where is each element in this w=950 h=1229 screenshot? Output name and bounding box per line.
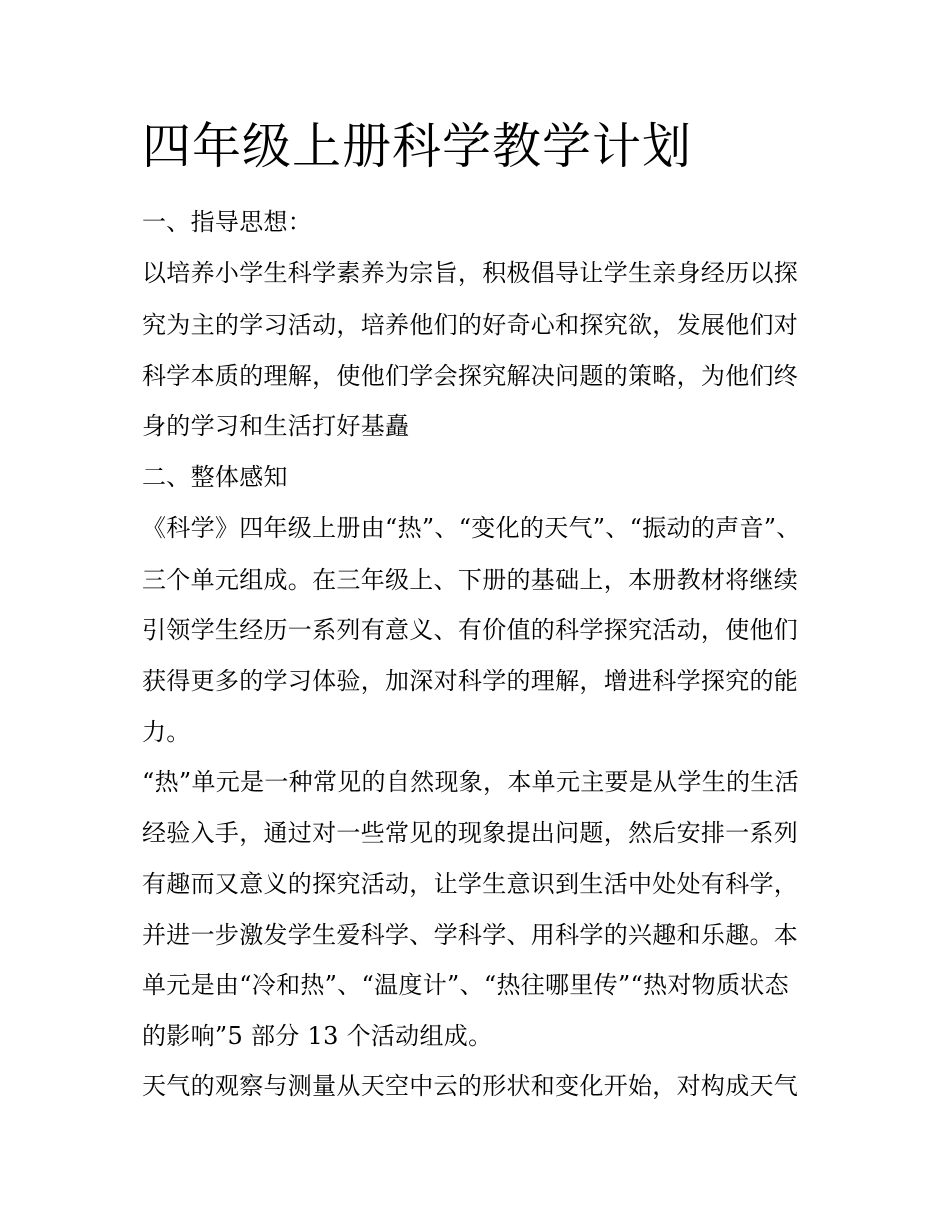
paragraph-line: “热”单元是一种常见的自然现象，本单元主要是从学生的生活 — [142, 768, 799, 796]
paragraph-line: 的影响”5 部分 13 个活动组成。 — [142, 1022, 493, 1050]
paragraph-line: 引领学生经历一系列有意义、有价值的科学探究活动，使他们 — [142, 616, 799, 644]
paragraph-line: 以培养小学生科学素养为宗旨，积极倡导让学生亲身经历以探 — [142, 259, 799, 287]
paragraph-line: 并进一步激发学生爱科学、学科学、用科学的兴趣和乐趣。本 — [142, 921, 799, 949]
section-heading-guiding-ideology: 一、指导思想： — [142, 208, 313, 236]
paragraph-line: 科学本质的理解，使他们学会探究解决问题的策略，为他们终 — [142, 362, 799, 390]
paragraph-line: 经验入手，通过对一些常见的现象提出问题，然后安排一系列 — [142, 819, 799, 847]
paragraph-line: 天气的观察与测量从天空中云的形状和变化开始，对构成天气 — [142, 1072, 799, 1100]
section-heading-overall-perception: 二、整体感知 — [142, 463, 288, 491]
paragraph-line: 单元是由“冷和热”、“温度计”、“热往哪里传”“热对物质状态 — [142, 971, 789, 999]
paragraph-line: 获得更多的学习体验，加深对科学的理解，增进科学探究的能 — [142, 667, 799, 695]
paragraph-line: 有趣而又意义的探究活动，让学生意识到生活中处处有科学， — [142, 870, 799, 898]
document-title: 四年级上册科学教学计划 — [142, 118, 693, 175]
paragraph-line: 身的学习和生活打好基矗 — [142, 412, 410, 440]
paragraph-line: 究为主的学习活动，培养他们的好奇心和探究欲，发展他们对 — [142, 311, 799, 339]
paragraph-line: 《科学》四年级上册由“热”、“变化的天气”、“振动的声音”、 — [142, 514, 801, 542]
paragraph-line: 三个单元组成。在三年级上、下册的基础上，本册教材将继续 — [142, 566, 799, 594]
paragraph-line: 力。 — [142, 718, 191, 746]
